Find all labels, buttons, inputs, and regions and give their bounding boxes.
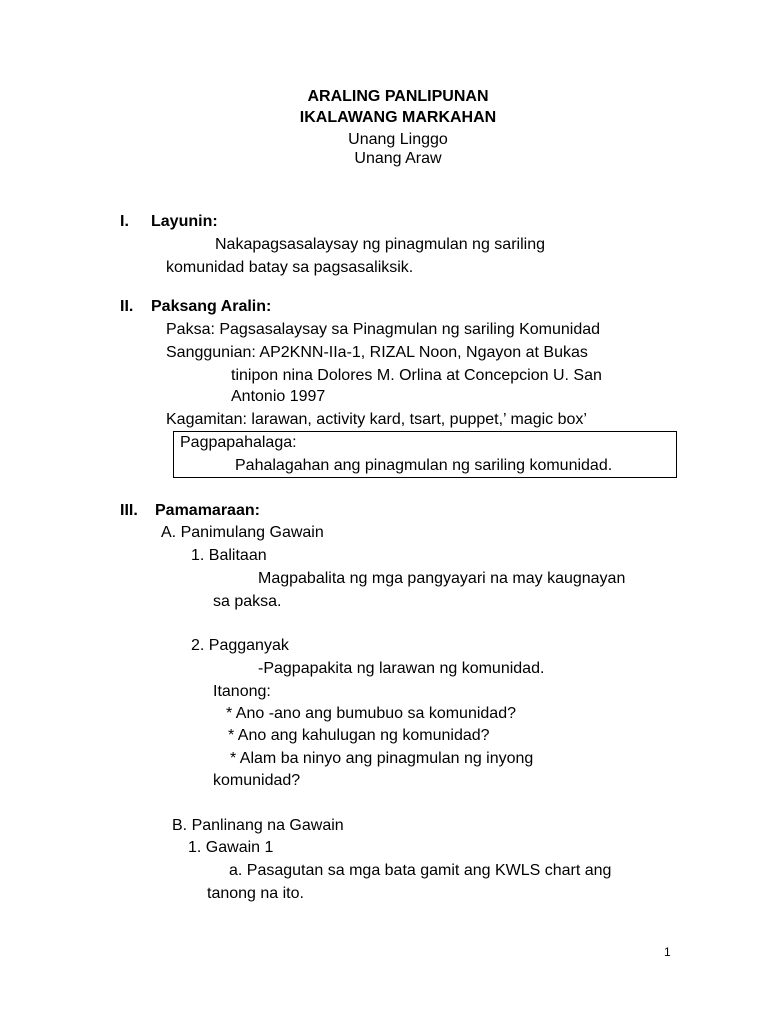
question-2: * Ano ang kahulugan ng komunidad? [228,727,490,744]
section1-line2: komunidad batay sa pagsasaliksik. [166,259,414,276]
item1-line1: Magpabalita ng mga pangyayari na may kaugnayan [258,570,626,587]
section2-number: II. [120,298,134,315]
section1-line1: Nakapagsasalaysay ng pinagmulan ng sariling [215,236,545,253]
section1-title: Layunin: [151,213,218,230]
quarter-title: IKALAWANG MARKAHAN [299,109,497,126]
gawain1-line1: a. Pasagutan sa mga bata gamit ang KWLS chart ang [229,862,612,879]
paksa-line: Paksa: Pagsasalaysay sa Pinagmulan ng sariling Komunidad [166,321,601,338]
kagamitan-line: Kagamitan: larawan, activity kard, tsart, puppet,’ magic box’ [166,411,587,428]
day-label: Unang Araw [354,150,442,167]
week-label: Unang Linggo [348,131,448,148]
item1-heading: 1. Balitaan [191,547,267,564]
question-3-cont: komunidad? [213,772,301,789]
question-1: * Ano -ano ang bumubuo sa komunidad? [226,705,516,722]
sanggunian-line2: tinipon nina Dolores M. Orlina at Concepcion U. San [231,367,602,384]
page-number: 1 [664,945,671,959]
gawain1-heading: 1. Gawain 1 [188,839,274,856]
section1-number: I. [120,213,129,230]
pagpapahalaga-label: Pagpapahalaga: [180,434,297,451]
subject-title: ARALING PANLIPUNAN [307,88,489,105]
item2-heading: 2. Pagganyak [191,637,289,654]
section3-number: III. [120,502,138,519]
section3-title: Pamamaraan: [155,502,260,519]
pagpapahalaga-text: Pahalagahan ang pinagmulan ng sariling komunidad. [235,457,613,474]
itanong-label: Itanong: [213,683,271,700]
item2-line1: -Pagpapakita ng larawan ng komunidad. [258,660,545,677]
item1-line2: sa paksa. [213,593,282,610]
part-a-heading: A. Panimulang Gawain [161,524,324,541]
section2-title: Paksang Aralin: [151,298,272,315]
gawain1-line2: tanong na ito. [207,885,304,902]
question-3: * Alam ba ninyo ang pinagmulan ng inyong [230,750,534,767]
part-b-heading: B. Panlinang na Gawain [172,817,344,834]
sanggunian-line1: Sanggunian: AP2KNN-IIa-1, RIZAL Noon, Ngayon at Bukas [166,344,588,361]
sanggunian-line3: Antonio 1997 [231,388,326,405]
